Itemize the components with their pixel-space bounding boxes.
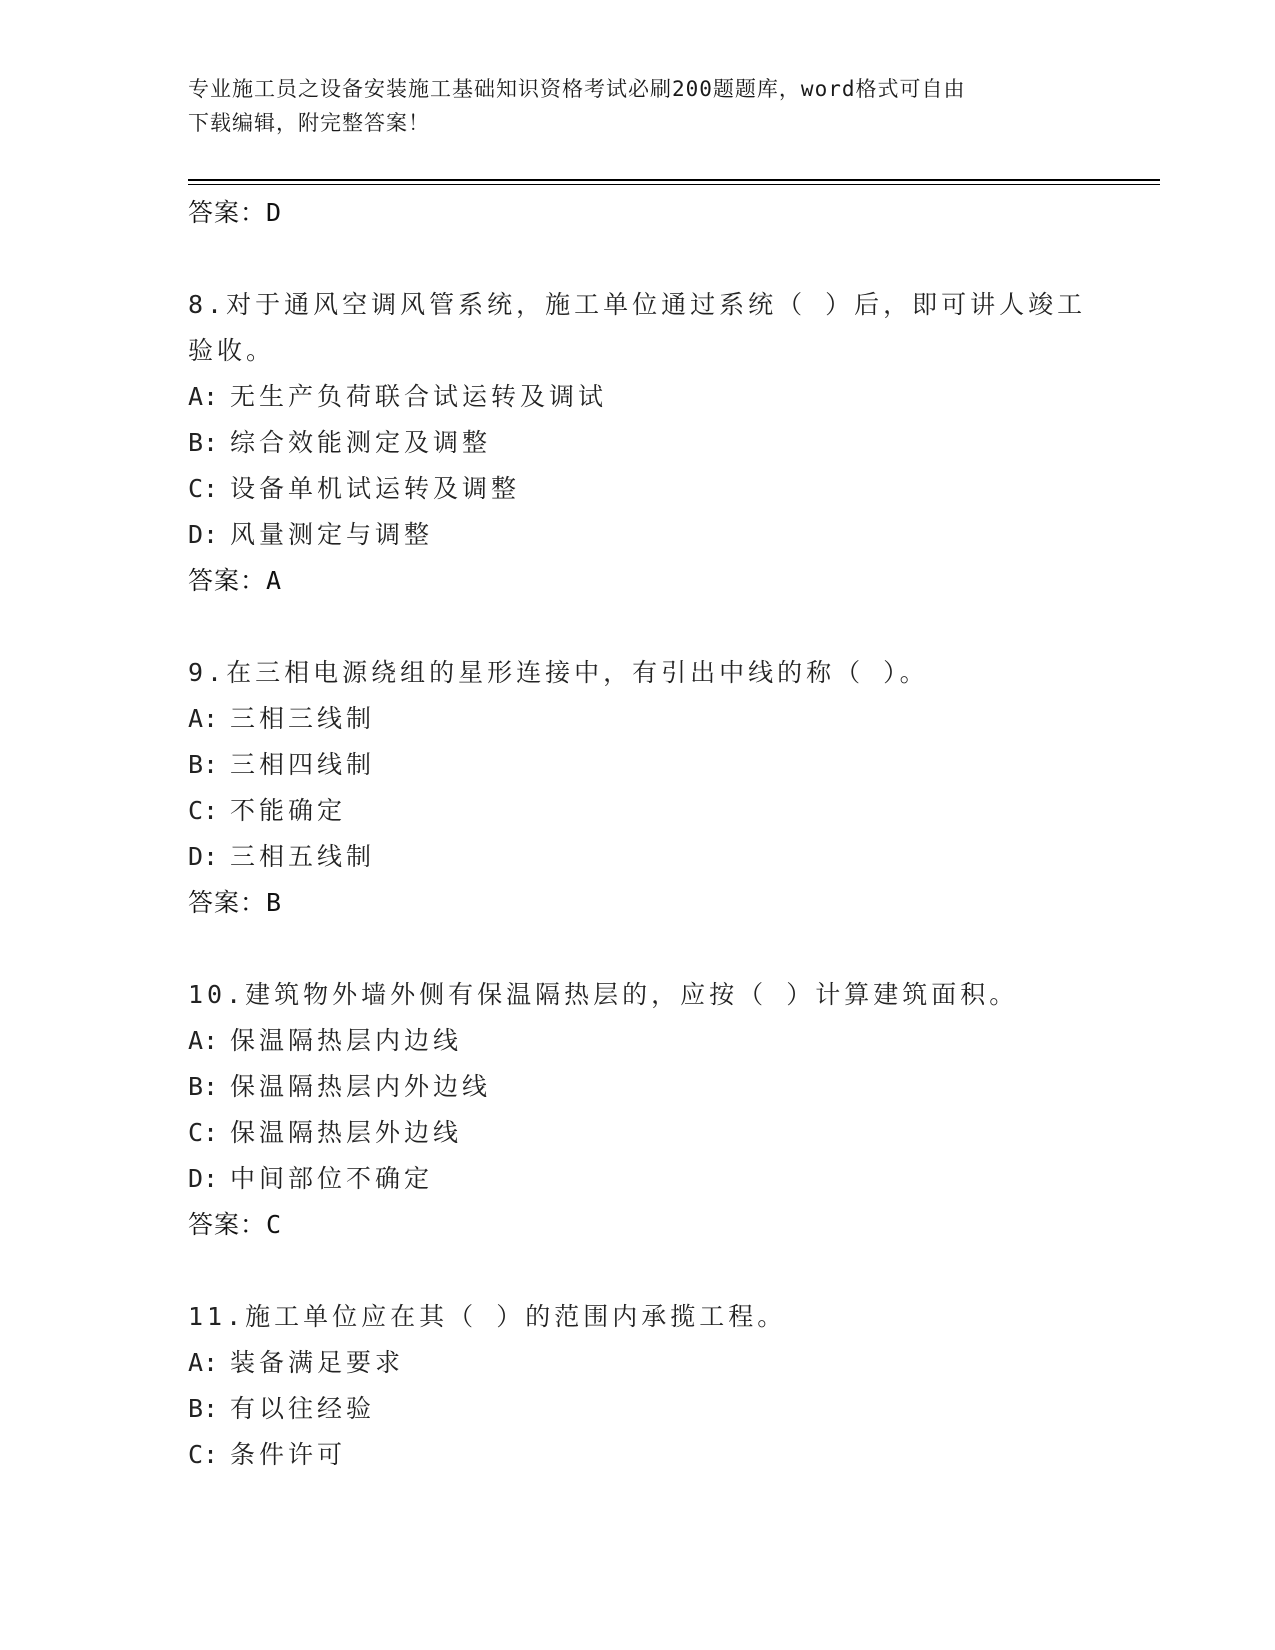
- option-letter: B:: [188, 428, 219, 457]
- question-text-line: 8.对于通风空调风管系统，施工单位通过系统（ ）后，即可讲人竣工: [188, 290, 1087, 319]
- option-c: [188, 1432, 1088, 1478]
- option-letter: B:: [188, 1072, 219, 1101]
- option-text: 三相四线制: [230, 750, 376, 779]
- option-letter: A:: [188, 704, 219, 733]
- option-text: 三相三线制: [230, 704, 376, 733]
- option-letter: A:: [188, 1026, 219, 1055]
- answer-line: 答案：A: [188, 566, 283, 595]
- option-letter: C:: [188, 1118, 219, 1147]
- answer-line: 答案：D: [188, 198, 283, 227]
- option-c: [188, 1110, 1088, 1156]
- option-c: [188, 788, 1088, 834]
- answer-line: 答案：B: [188, 888, 283, 917]
- question-text: [188, 972, 1088, 1018]
- option-letter: C:: [188, 474, 219, 503]
- option-text: 保温隔热层内外边线: [230, 1072, 492, 1101]
- option-text: 风量测定与调整: [230, 520, 434, 549]
- option-d: [188, 834, 1088, 880]
- question-block: [188, 282, 1088, 604]
- option-text: 保温隔热层内边线: [230, 1026, 463, 1055]
- option-text: 无生产负荷联合试运转及调试: [230, 382, 608, 411]
- option-text: 有以往经验: [230, 1394, 376, 1423]
- option-letter: A:: [188, 382, 219, 411]
- option-text: 中间部位不确定: [230, 1164, 434, 1193]
- question-text-line: 9.在三相电源绕组的星形连接中，有引出中线的称（ ）。: [188, 658, 929, 687]
- option-text: 设备单机试运转及调整: [230, 474, 521, 503]
- question-block: [188, 650, 1088, 926]
- question-text: [188, 1294, 1088, 1340]
- question-block: [188, 1294, 1088, 1478]
- option-b: [188, 742, 1088, 788]
- spacer: [188, 236, 1088, 282]
- option-c: [188, 466, 1088, 512]
- option-letter: D:: [188, 842, 219, 871]
- question-text: [188, 650, 1088, 696]
- option-a: [188, 1018, 1088, 1064]
- option-letter: C:: [188, 1440, 219, 1469]
- question-block: [188, 972, 1088, 1248]
- option-text: 三相五线制: [230, 842, 376, 871]
- option-text: 综合效能测定及调整: [230, 428, 492, 457]
- spacer: [188, 926, 1088, 972]
- option-text: 不能确定: [230, 796, 347, 825]
- option-d: [188, 512, 1088, 558]
- option-a: [188, 374, 1088, 420]
- option-b: [188, 1064, 1088, 1110]
- header-title-line-1: 专业施工员之设备安装施工基础知识资格考试必刷200题题库，word格式可自由: [188, 77, 966, 101]
- document-header: [188, 72, 1088, 140]
- option-text: 保温隔热层外边线: [230, 1118, 463, 1147]
- question-text-line: 验收。: [188, 336, 276, 365]
- spacer: [188, 1248, 1088, 1294]
- answer-line: 答案：C: [188, 1210, 283, 1239]
- header-divider-thin: [188, 184, 1160, 185]
- header-divider-thick: [188, 179, 1160, 181]
- option-letter: D:: [188, 520, 219, 549]
- option-text: 条件许可: [230, 1440, 347, 1469]
- option-letter: D:: [188, 1164, 219, 1193]
- option-b: [188, 420, 1088, 466]
- option-letter: C:: [188, 796, 219, 825]
- option-b: [188, 1386, 1088, 1432]
- option-d: [188, 1156, 1088, 1202]
- option-letter: B:: [188, 750, 219, 779]
- option-text: 装备满足要求: [230, 1348, 405, 1377]
- question-text-line: 11.施工单位应在其（ ）的范围内承揽工程。: [188, 1302, 787, 1331]
- header-title-line-2: 下载编辑，附完整答案！: [188, 111, 430, 135]
- option-a: [188, 1340, 1088, 1386]
- question-text: [188, 282, 1088, 374]
- question-list: [188, 190, 1088, 1478]
- question-text-line: 10.建筑物外墙外侧有保温隔热层的，应按（ ）计算建筑面积。: [188, 980, 1019, 1009]
- option-a: [188, 696, 1088, 742]
- option-letter: B:: [188, 1394, 219, 1423]
- spacer: [188, 604, 1088, 650]
- option-letter: A:: [188, 1348, 219, 1377]
